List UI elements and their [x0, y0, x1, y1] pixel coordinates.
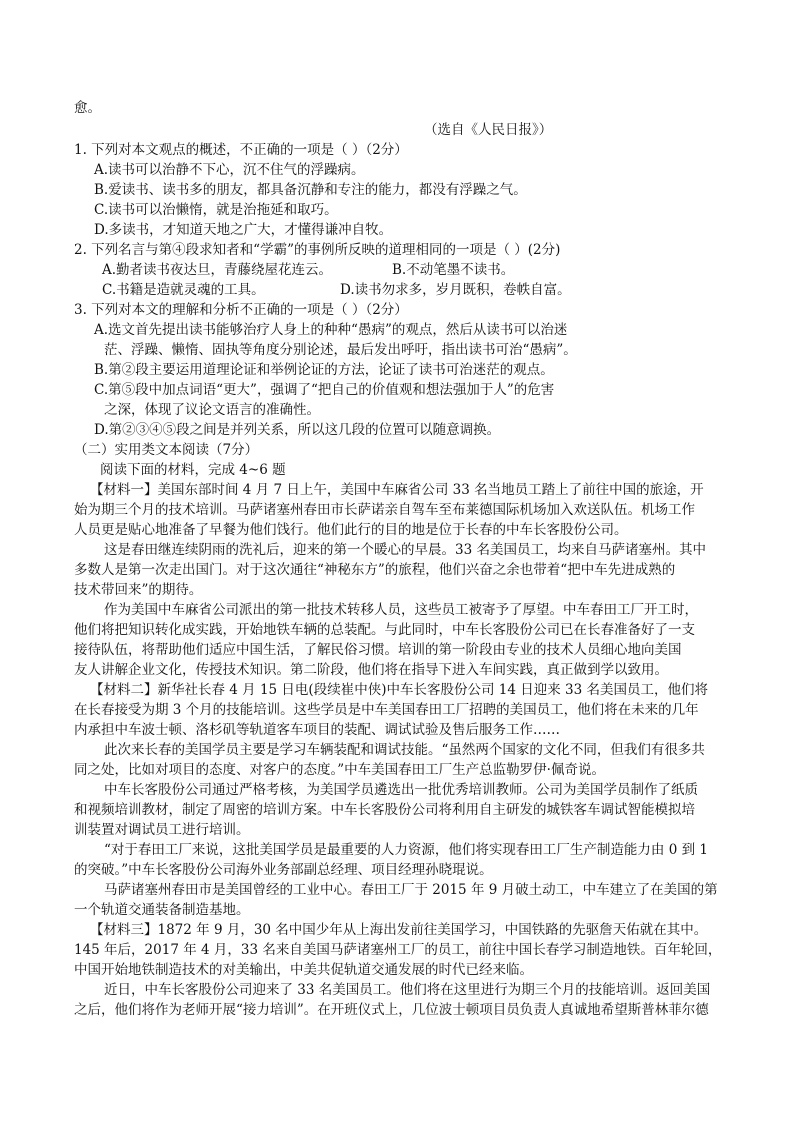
question-3-option-c-line-1: C.第⑤段中加点词语“更大”，强调了“把自己的价值观和想法强加于人”的危害: [94, 382, 555, 398]
material-2-line-4: 此次来长春的美国学员主要是学习车辆装配和调试技能。“虽然两个国家的文化不同，但我们有很多共: [104, 742, 705, 758]
material-1-line-8: 他们将把知识转化成实践，开始地铁车辆的总装配。与此同时，中车长客股份公司已在长春准备好了一支: [74, 622, 695, 638]
question-1-option-c: C.读书可以治懒惰，就是治拖延和取巧。: [94, 202, 338, 218]
material-3-line-1: 【材料三】1872 年 9 月，30 名中国少年从上海出发前往美国学习，中国铁路的先驱詹天佑就在其中。: [90, 922, 708, 938]
question-2-option-c: C.书籍是造就灵魂的工具。: [102, 282, 265, 298]
question-2-option-b: B.不动笔墨不读书。: [392, 262, 515, 278]
material-1-line-9: 接待队伍，将帮助他们适应中国生活，了解民俗习惯。培训的第一阶段由专业的技术人员细心地向美国: [74, 642, 682, 658]
material-3-line-2: 145 年后，2017 年 4 月，33 名来自美国马萨诸塞州工厂的员工，前往中国长春学习制造地铁。百年轮回，: [74, 942, 722, 958]
material-2-line-6: 中车长客股份公司通过严格考核，为美国学员遴选出一批优秀培训教师。公司为美国学员制作了纸质: [104, 782, 698, 798]
question-3-option-d: D.第②③④⑤段之间是并列关系，所以这几段的位置可以随意调换。: [94, 422, 501, 438]
material-2-line-9: “对于春田工厂来说，这批美国学员是最重要的人力资源，他们将实现春田工厂生产制造能力由 0 到 1: [104, 842, 708, 858]
reading-instruction: 阅读下面的材料，完成 4~6 题: [100, 462, 286, 478]
question-1-option-d: D.多读书，才知道天地之广大，才懂得谦冲自牧。: [94, 222, 393, 238]
question-2-stem: 2. 下列名言与第④段求知者和“学霸”的事例所反映的道理相同的一项是（ ）(2分): [74, 242, 561, 258]
material-2-line-3: 内承担中车波士顿、洛杉矶等轨道客车项目的装配、调试试验及售后服务工作……: [74, 722, 560, 738]
material-2-line-12: 一个轨道交通装备制造基地。: [74, 902, 250, 918]
question-1-option-b: B.爱读书、读书多的朋友，都具备沉静和专注的能力，都没有浮躁之气。: [94, 182, 527, 198]
source-attribution: （选自《人民日报》）: [424, 122, 553, 138]
question-1-option-a: A.读书可以治静不下心，沉不住气的浮躁病。: [94, 162, 365, 178]
material-1-line-1: 【材料一】美国东部时间 4 月 7 日上午，美国中车麻省公司 33 名当地员工踏上了前往中国的旅途，开: [90, 482, 704, 498]
material-1-line-4: 这是春田继连续阴雨的洗礼后，迎来的第一个暖心的早晨。33 名美国员工，均来自马萨诸塞州。其中: [104, 542, 706, 558]
material-3-line-4: 近日，中车长客股份公司迎来了 33 名美国员工。他们将在这里进行为期三个月的技能培训。返回美国: [104, 982, 711, 998]
material-2-line-5: 同之处，比如对项目的态度、对客户的态度。”中车美国春田工厂生产总监勒罗伊·佩奇说。: [74, 762, 605, 778]
material-2-line-10: 的突破。”中车长客股份公司海外业务部副总经理、项目经理孙晓琨说。: [74, 862, 493, 878]
question-3-stem: 3. 下列对本文的理解和分析不正确的一项是（ ）（2分）: [74, 302, 408, 318]
material-3-line-5: 之后，他们将作为老师开展“接力培训”。在开班仪式上，几位波士顿项目员负责人真诚地希望斯普林菲尔德: [74, 1002, 709, 1018]
question-3-option-a-line-1: A.选文首先提出读书能够治疗人身上的种种“愚病”的观点，然后从读书可以治迷: [94, 322, 568, 338]
question-2-option-d: D.读书勿求多，岁月既积，卷帙自富。: [340, 282, 571, 298]
material-2-line-1: 【材料二】新华社长春 4 月 15 日电(段续崔中侠)中车长客股份公司 14 日迎来 33 名美国员工，他们将: [90, 682, 708, 698]
section-2-title: （二）实用类文本阅读（7分）: [74, 442, 259, 458]
material-2-line-8: 训装置对调试员工进行培训。: [74, 822, 250, 838]
previous-paragraph-tail: 愈。: [74, 100, 101, 116]
question-1-stem: 1. 下列对本文观点的概述，不正确的一项是（ ）（2分）: [74, 142, 408, 158]
question-3-option-a-line-2: 茫、浮躁、懒惰、固执等角度分别论述，最后发出呼吁，指出读书可治“愚病”。: [104, 342, 577, 358]
material-1-line-10: 友人讲解企业文化，传授技术知识。第二阶段，他们将在指导下进入车间实践，真正做到学以致用。: [74, 662, 668, 678]
material-1-line-3: 人员更是贴心地准备了早餐为他们饯行。他们此行的目的地是位于长春的中车长客股份公司。: [74, 522, 628, 538]
material-1-line-5: 多数人是第一次走出国门。对于这次通往“神秘东方”的旅程，他们兴奋之余也带着“把中车先进成熟的: [74, 562, 676, 578]
material-1-line-6: 技术带回来”的期待。: [74, 582, 203, 598]
material-3-line-3: 中国开始地铁制造技术的对美输出，中美共促轨道交通发展的时代已经来临。: [74, 962, 533, 978]
material-2-line-7: 和视频培训教材，制定了周密的培训方案。中车长客股份公司将利用自主研发的城铁客车调试智能模拟培: [74, 802, 695, 818]
question-3-option-b: B.第②段主要运用道理论证和举例论证的方法，论证了读书可治迷茫的观点。: [94, 362, 554, 378]
material-2-line-11: 马萨诸塞州春田市是美国曾经的工业中心。春田工厂于 2015 年 9 月破土动工，中车建立了在美国的第: [104, 882, 718, 898]
question-3-option-c-line-2: 之深，体现了议论文语言的准确性。: [104, 402, 320, 418]
material-1-line-7: 作为美国中车麻省公司派出的第一批技术转移人员，这些员工被寄予了厚望。中车春田工厂开工时，: [104, 602, 698, 618]
material-1-line-2: 始为期三个月的技术培训。马萨诸塞州春田市长萨诺亲自驾车至布莱德国际机场加入欢送队伍。机场工作: [74, 502, 695, 518]
material-2-line-2: 在长春接受为期 3 个月的技能培训。这些学员是中车美国春田工厂招聘的美国员工，他们将在未来的几年: [74, 702, 699, 718]
question-2-option-a: A.勤者读书夜达旦，青藤绕屋花连云。: [102, 262, 333, 278]
